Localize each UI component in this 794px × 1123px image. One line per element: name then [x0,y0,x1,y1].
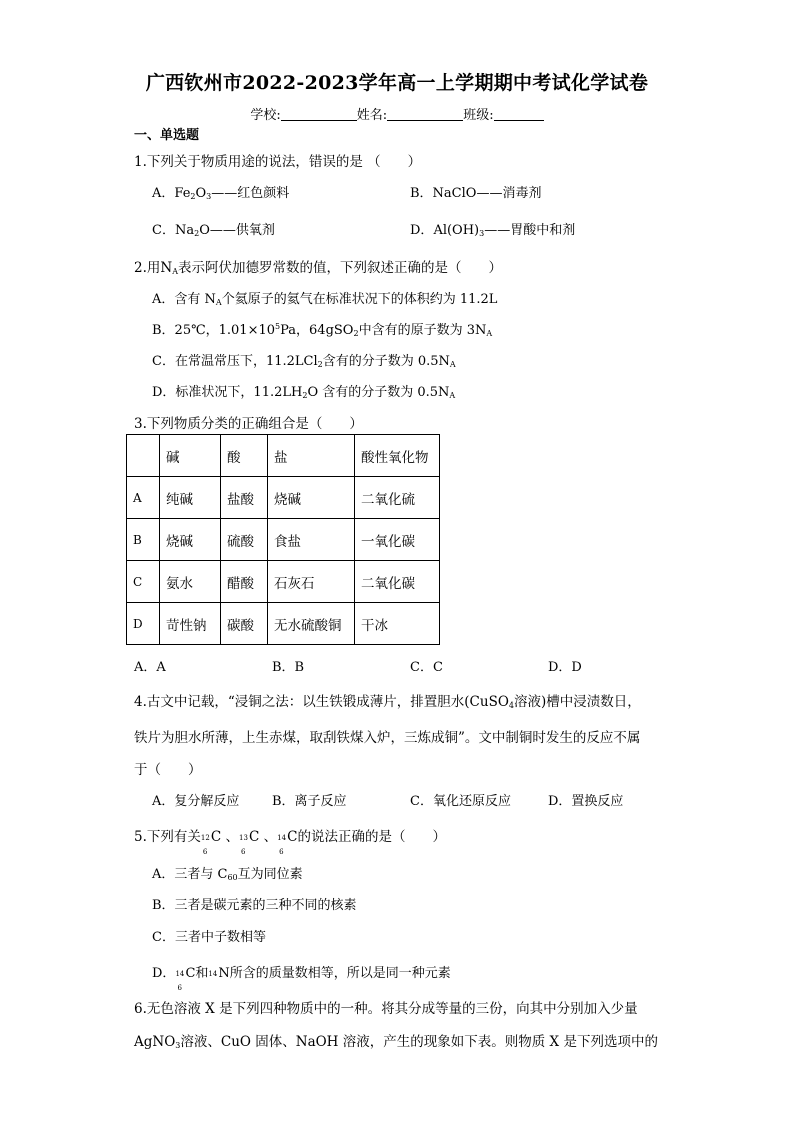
table-header-cell: 酸 [221,435,268,477]
table-row [127,561,440,603]
q4-option-b: B．离子反应 [272,794,347,809]
table-cell: 苛性钠 [160,603,221,645]
q5-stem: 5.下列有关 12 6 C 、 13 6 C 、 14 6 C的说法正确的是（ ） [134,829,447,856]
q4-option-a: A．复分解反应 [152,794,240,809]
q5-option-c: C．三者中子数相等 [152,930,266,945]
q3-stem: 3.下列物质分类的正确组合是（ ） [134,416,363,432]
q3-option-a: A．A [134,660,166,675]
table-header-cell: 碱 [160,435,221,477]
q6-stem-line2: AgNO$_3$溶液、CuO 固体、NaOH 溶液，产生的现象如下表。则物质 X 是下列选项中的 [134,1034,658,1050]
q4-stem-line2: 铁片为胆水所薄，上生赤煤，取刮铁煤入炉，三炼成铜”。文中制铜时发生的反应不属 [134,730,641,746]
table-cell: 干冰 [355,603,440,645]
q3-option-b: B．B [272,660,305,675]
page-title: 广西钦州市2022-2023学年高一上学期期中考试化学试卷 [145,72,649,94]
q1-option-b: B．NaClO——消毒剂 [410,186,542,201]
name-label: 姓名: [356,108,388,123]
table-cell: 硫酸 [221,519,268,561]
class-blank[interactable] [494,107,544,121]
q4-option-d: D．置换反应 [548,794,624,809]
table-cell: 烧碱 [268,477,355,519]
table-row [127,477,440,519]
table-cell: B [127,519,160,561]
table-cell: 一氧化碳 [355,519,440,561]
student-info-line [0,104,794,123]
q2-option-d: D．标准状况下，$11.2LH_2O$ 含有的分子数为 $0.5N_A$ [152,385,456,400]
q1-stem: 1.下列关于物质用途的说法，错误的是 （ ） [134,154,422,170]
school-blank[interactable] [281,107,357,121]
table-row [127,519,440,561]
table-cell: 二氧化硫 [355,477,440,519]
q1-option-c: C．$Na_2O——$供氧剂 [152,223,275,238]
q5-option-a: A．三者与 $C_{60}$互为同位素 [152,867,303,882]
table-row [127,603,440,645]
table-cell: 氨水 [160,561,221,603]
q6-stem-line1: 6.无色溶液 X 是下列四种物质中的一种。将其分成等量的三份，向其中分别加入少量 [134,1001,638,1017]
q4-stem-line1: 4.古文中记载，“浸铜之法：以生铁锻成薄片，排置胆水(CuSO$_4$溶液)槽中浸渍数日， [134,694,641,710]
table-cell: 石灰石 [268,561,355,603]
q3-option-d: D．D [548,660,582,675]
table-header-row [127,435,440,477]
table-cell: D [127,603,160,645]
q1-option-d: D．$Al(OH)_3——$胃酸中和剂 [410,223,576,238]
table-cell: A [127,477,160,519]
table-cell: 盐酸 [221,477,268,519]
table-cell: 烧碱 [160,519,221,561]
table-cell: 碳酸 [221,603,268,645]
school-label: 学校: [250,108,281,123]
table-cell: 纯碱 [160,477,221,519]
table-cell: 醋酸 [221,561,268,603]
q2-option-c: C．在常温常压下，11.2LCl$_2$含有的分子数为 $0.5N_A$ [152,354,456,369]
table-cell: 无水硫酸铜 [268,603,355,645]
class-label: 班级: [463,108,494,123]
q3-option-c: C．C [410,660,443,675]
q1-option-a: A．$Fe_2O_3——$红色颜料 [152,186,290,201]
table-header-cell [127,435,160,477]
q5-option-b: B．三者是碳元素的三种不同的核素 [152,898,357,913]
table-cell: 二氧化碳 [355,561,440,603]
q2-stem: 2.用$N_A$表示阿伏加德罗常数的值，下列叙述正确的是（ ） [134,260,502,276]
classification-table [126,434,440,645]
table-header-cell: 盐 [268,435,355,477]
table-cell: 食盐 [268,519,355,561]
q4-stem-line3: 于（ ） [134,762,202,778]
table-header-cell: 酸性氧化物 [355,435,440,477]
q2-option-a: A．含有 $N_A$个氦原子的氦气在标准状况下的体积约为 11.2L [152,292,498,307]
q2-option-b: B．25℃，$1.01\times 10^5Pa$，64gSO$_2$中含有的原子数为 $3N_A$ [152,322,493,338]
table-cell: C [127,561,160,603]
section-single-choice: 一、单选题 [134,128,200,143]
q5-option-d: D． 14 6 C和 14 N所含的质量数相等，所以是同一种元素 [152,966,451,992]
q4-option-c: C．氧化还原反应 [410,794,511,809]
name-blank[interactable] [387,107,463,121]
